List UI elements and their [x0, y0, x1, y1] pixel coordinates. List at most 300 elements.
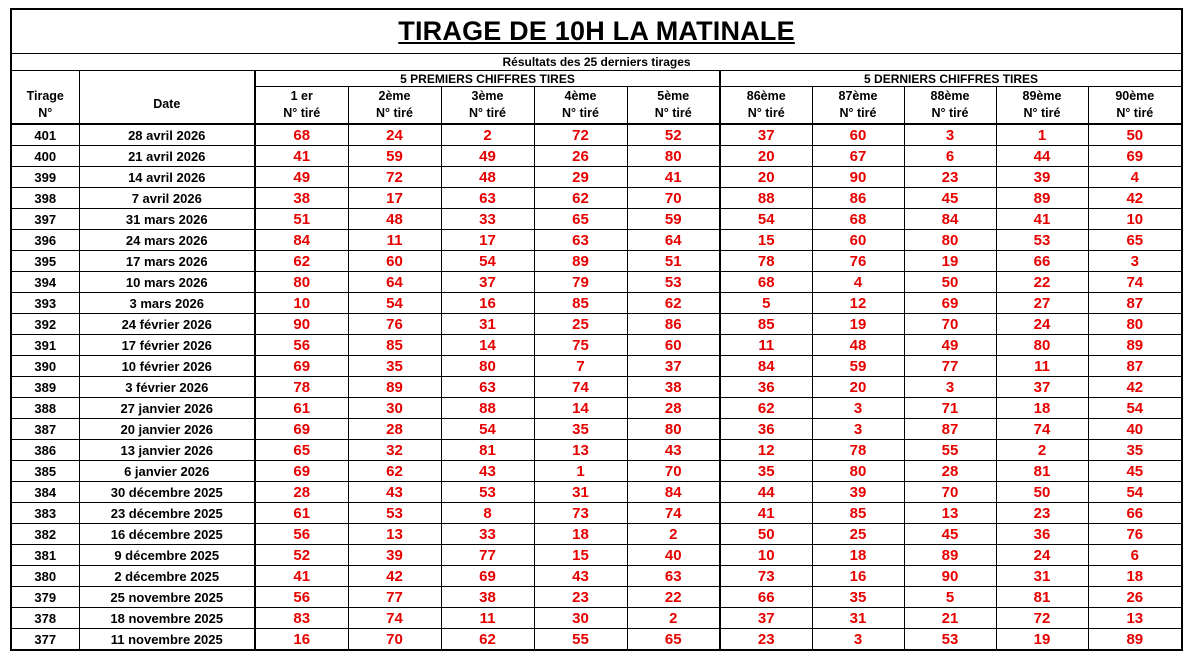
drawn-number: 41: [627, 167, 720, 188]
table-row: [11, 356, 1182, 377]
drawn-number: 3: [1088, 251, 1182, 272]
drawn-number: 42: [1088, 377, 1182, 398]
tirage-number: 397: [11, 209, 79, 230]
drawn-number: 89: [348, 377, 441, 398]
drawn-number: 2: [996, 440, 1088, 461]
drawn-number: 80: [627, 146, 720, 167]
header-col-rank: 3ème: [471, 89, 504, 103]
drawn-number: 29: [534, 167, 627, 188]
drawn-number: 30: [534, 608, 627, 629]
header-col-7: [812, 87, 904, 125]
drawn-number: 63: [627, 566, 720, 587]
draw-date: 10 mars 2026: [79, 272, 255, 293]
tirage-number: 388: [11, 398, 79, 419]
drawn-number: 78: [812, 440, 904, 461]
drawn-number: 43: [348, 482, 441, 503]
drawn-number: 63: [441, 188, 534, 209]
header-tirage-line1: Tirage: [26, 88, 64, 103]
drawn-number: 72: [996, 608, 1088, 629]
drawn-number: 37: [720, 608, 812, 629]
drawn-number: 33: [441, 524, 534, 545]
draw-date: 14 avril 2026: [79, 167, 255, 188]
drawn-number: 41: [255, 146, 348, 167]
table-row: [11, 608, 1182, 629]
drawn-number: 24: [348, 124, 441, 146]
drawn-number: 5: [904, 587, 996, 608]
drawn-number: 31: [996, 566, 1088, 587]
drawn-number: 76: [812, 251, 904, 272]
drawn-number: 35: [534, 419, 627, 440]
drawn-number: 84: [255, 230, 348, 251]
drawn-number: 70: [904, 482, 996, 503]
drawn-number: 2: [627, 524, 720, 545]
drawn-number: 88: [441, 398, 534, 419]
header-col-label: N° tiré: [469, 106, 506, 120]
drawn-number: 32: [348, 440, 441, 461]
table-row: [11, 314, 1182, 335]
drawn-number: 79: [534, 272, 627, 293]
drawn-number: 38: [255, 188, 348, 209]
drawn-number: 35: [720, 461, 812, 482]
drawn-number: 80: [904, 230, 996, 251]
tirage-number: 393: [11, 293, 79, 314]
drawn-number: 65: [534, 209, 627, 230]
drawn-number: 66: [720, 587, 812, 608]
table-row: [11, 377, 1182, 398]
drawn-number: 66: [996, 251, 1088, 272]
drawn-number: 73: [720, 566, 812, 587]
drawn-number: 73: [534, 503, 627, 524]
drawn-number: 6: [1088, 545, 1182, 566]
drawn-number: 51: [255, 209, 348, 230]
drawn-number: 89: [1088, 335, 1182, 356]
drawn-number: 86: [627, 314, 720, 335]
tirage-number: 398: [11, 188, 79, 209]
drawn-number: 1: [996, 124, 1088, 146]
drawn-number: 60: [812, 124, 904, 146]
tirage-number: 394: [11, 272, 79, 293]
drawn-number: 10: [255, 293, 348, 314]
drawn-number: 68: [255, 124, 348, 146]
drawn-number: 76: [348, 314, 441, 335]
tirage-number: 382: [11, 524, 79, 545]
drawn-number: 62: [534, 188, 627, 209]
drawn-number: 31: [812, 608, 904, 629]
subtitle: Résultats des 25 derniers tirages: [11, 54, 1182, 71]
drawn-number: 61: [255, 503, 348, 524]
drawn-number: 64: [348, 272, 441, 293]
drawn-number: 59: [812, 356, 904, 377]
drawn-number: 35: [812, 587, 904, 608]
tirage-number: 380: [11, 566, 79, 587]
drawn-number: 25: [812, 524, 904, 545]
table-row: [11, 230, 1182, 251]
drawn-number: 4: [1088, 167, 1182, 188]
draw-date: 25 novembre 2025: [79, 587, 255, 608]
header-date: Date: [79, 87, 255, 125]
drawn-number: 43: [627, 440, 720, 461]
drawn-number: 60: [812, 230, 904, 251]
drawn-number: 54: [441, 419, 534, 440]
header-col-rank: 88ème: [930, 89, 970, 103]
drawn-number: 37: [996, 377, 1088, 398]
drawn-number: 13: [904, 503, 996, 524]
drawn-number: 39: [348, 545, 441, 566]
drawn-number: 33: [441, 209, 534, 230]
drawn-number: 69: [255, 356, 348, 377]
draw-date: 31 mars 2026: [79, 209, 255, 230]
table-row: [11, 587, 1182, 608]
drawn-number: 45: [904, 188, 996, 209]
drawn-number: 56: [255, 335, 348, 356]
drawn-number: 45: [1088, 461, 1182, 482]
drawn-number: 17: [441, 230, 534, 251]
header-col-label: N° tiré: [931, 106, 969, 120]
drawn-number: 87: [1088, 293, 1182, 314]
drawn-number: 80: [627, 419, 720, 440]
drawn-number: 2: [627, 608, 720, 629]
tirage-number: 386: [11, 440, 79, 461]
header-col-rank: 4ème: [564, 89, 597, 103]
drawn-number: 54: [1088, 398, 1182, 419]
draw-date: 23 décembre 2025: [79, 503, 255, 524]
tirage-number: 390: [11, 356, 79, 377]
drawn-number: 31: [534, 482, 627, 503]
column-header-row: [11, 87, 1182, 125]
drawn-number: 65: [255, 440, 348, 461]
drawn-number: 14: [441, 335, 534, 356]
tirage-number: 379: [11, 587, 79, 608]
drawn-number: 13: [534, 440, 627, 461]
drawn-number: 77: [441, 545, 534, 566]
tirage-number: 385: [11, 461, 79, 482]
drawn-number: 80: [441, 356, 534, 377]
table-row: [11, 167, 1182, 188]
table-row: [11, 545, 1182, 566]
drawn-number: 49: [904, 335, 996, 356]
header-col-label: N° tiré: [747, 106, 785, 120]
drawn-number: 67: [812, 146, 904, 167]
drawn-number: 35: [1088, 440, 1182, 461]
table-row: [11, 419, 1182, 440]
drawn-number: 85: [720, 314, 812, 335]
results-body: [11, 124, 1182, 650]
drawn-number: 16: [812, 566, 904, 587]
header-tirage-line2: N°: [38, 105, 53, 120]
header-col-label: N° tiré: [562, 106, 599, 120]
draw-date: 9 décembre 2025: [79, 545, 255, 566]
draw-date: 21 avril 2026: [79, 146, 255, 167]
drawn-number: 7: [534, 356, 627, 377]
drawn-number: 5: [720, 293, 812, 314]
drawn-number: 18: [996, 398, 1088, 419]
drawn-number: 18: [534, 524, 627, 545]
drawn-number: 86: [812, 188, 904, 209]
drawn-number: 8: [441, 503, 534, 524]
drawn-number: 20: [812, 377, 904, 398]
header-col-rank: 1 er: [290, 89, 313, 103]
drawn-number: 49: [441, 146, 534, 167]
drawn-number: 53: [904, 629, 996, 651]
drawn-number: 2: [441, 124, 534, 146]
tirage-number: 377: [11, 629, 79, 651]
drawn-number: 41: [996, 209, 1088, 230]
drawn-number: 59: [627, 209, 720, 230]
header-col-2: [348, 87, 441, 125]
drawn-number: 62: [348, 461, 441, 482]
drawn-number: 50: [904, 272, 996, 293]
drawn-number: 84: [720, 356, 812, 377]
drawn-number: 43: [534, 566, 627, 587]
table-row: [11, 124, 1182, 146]
drawn-number: 64: [627, 230, 720, 251]
drawn-number: 12: [812, 293, 904, 314]
drawn-number: 72: [534, 124, 627, 146]
drawn-number: 74: [627, 503, 720, 524]
drawn-number: 74: [348, 608, 441, 629]
drawn-number: 30: [348, 398, 441, 419]
drawn-number: 22: [996, 272, 1088, 293]
drawn-number: 71: [904, 398, 996, 419]
drawn-number: 44: [996, 146, 1088, 167]
draw-date: 24 mars 2026: [79, 230, 255, 251]
drawn-number: 19: [996, 629, 1088, 651]
results-table: [10, 8, 1183, 651]
drawn-number: 28: [255, 482, 348, 503]
drawn-number: 36: [720, 419, 812, 440]
group-header-last: 5 DERNIERS CHIFFRES TIRES: [720, 71, 1182, 87]
drawn-number: 28: [348, 419, 441, 440]
drawn-number: 25: [534, 314, 627, 335]
drawn-number: 40: [1088, 419, 1182, 440]
drawn-number: 40: [627, 545, 720, 566]
drawn-number: 59: [348, 146, 441, 167]
draw-date: 28 avril 2026: [79, 124, 255, 146]
drawn-number: 70: [627, 188, 720, 209]
drawn-number: 3: [812, 419, 904, 440]
header-col-9: [996, 87, 1088, 125]
header-col-label: N° tiré: [1116, 106, 1154, 120]
header-col-label: N° tiré: [654, 106, 692, 120]
drawn-number: 65: [1088, 230, 1182, 251]
drawn-number: 81: [996, 587, 1088, 608]
header-col-rank: 5ème: [657, 89, 690, 103]
tirage-number: 396: [11, 230, 79, 251]
header-col-label: N° tiré: [839, 106, 877, 120]
drawn-number: 81: [996, 461, 1088, 482]
tirage-number: 389: [11, 377, 79, 398]
draw-date: 16 décembre 2025: [79, 524, 255, 545]
drawn-number: 3: [904, 377, 996, 398]
drawn-number: 37: [627, 356, 720, 377]
drawn-number: 54: [441, 251, 534, 272]
drawn-number: 75: [534, 335, 627, 356]
drawn-number: 89: [996, 188, 1088, 209]
drawn-number: 3: [812, 629, 904, 651]
drawn-number: 21: [904, 608, 996, 629]
drawn-number: 90: [812, 167, 904, 188]
draw-date: 11 novembre 2025: [79, 629, 255, 651]
drawn-number: 44: [720, 482, 812, 503]
drawn-number: 48: [441, 167, 534, 188]
drawn-number: 74: [534, 377, 627, 398]
tirage-number: 395: [11, 251, 79, 272]
drawn-number: 39: [812, 482, 904, 503]
header-col-rank: 86ème: [746, 89, 786, 103]
drawn-number: 56: [255, 524, 348, 545]
drawn-number: 65: [627, 629, 720, 651]
drawn-number: 52: [627, 124, 720, 146]
drawn-number: 14: [534, 398, 627, 419]
drawn-number: 12: [720, 440, 812, 461]
tirage-number: 399: [11, 167, 79, 188]
tirage-number: 381: [11, 545, 79, 566]
drawn-number: 15: [720, 230, 812, 251]
drawn-number: 18: [812, 545, 904, 566]
header-col-rank: 87ème: [838, 89, 878, 103]
drawn-number: 38: [441, 587, 534, 608]
drawn-number: 84: [904, 209, 996, 230]
drawn-number: 90: [904, 566, 996, 587]
drawn-number: 37: [720, 124, 812, 146]
draw-date: 17 mars 2026: [79, 251, 255, 272]
table-row: [11, 482, 1182, 503]
drawn-number: 19: [812, 314, 904, 335]
header-col-5: [627, 87, 720, 125]
header-col-label: N° tiré: [283, 106, 321, 120]
drawn-number: 54: [348, 293, 441, 314]
drawn-number: 69: [255, 419, 348, 440]
header-col-label: N° tiré: [376, 106, 413, 120]
tirage-number: 383: [11, 503, 79, 524]
drawn-number: 89: [534, 251, 627, 272]
drawn-number: 11: [348, 230, 441, 251]
table-row: [11, 503, 1182, 524]
drawn-number: 53: [441, 482, 534, 503]
drawn-number: 17: [348, 188, 441, 209]
drawn-number: 66: [1088, 503, 1182, 524]
group-blank-date: [79, 71, 255, 87]
drawn-number: 77: [904, 356, 996, 377]
tirage-number: 400: [11, 146, 79, 167]
drawn-number: 48: [812, 335, 904, 356]
draw-date: 24 février 2026: [79, 314, 255, 335]
drawn-number: 87: [1088, 356, 1182, 377]
table-row: [11, 566, 1182, 587]
drawn-number: 62: [255, 251, 348, 272]
table-row: [11, 524, 1182, 545]
drawn-number: 78: [720, 251, 812, 272]
drawn-number: 84: [627, 482, 720, 503]
table-row: [11, 209, 1182, 230]
drawn-number: 10: [720, 545, 812, 566]
draw-date: 7 avril 2026: [79, 188, 255, 209]
drawn-number: 62: [441, 629, 534, 651]
drawn-number: 43: [441, 461, 534, 482]
table-row: [11, 188, 1182, 209]
drawn-number: 6: [904, 146, 996, 167]
table-row: [11, 629, 1182, 651]
drawn-number: 69: [255, 461, 348, 482]
drawn-number: 62: [627, 293, 720, 314]
header-col-10: [1088, 87, 1182, 125]
drawn-number: 80: [812, 461, 904, 482]
drawn-number: 54: [720, 209, 812, 230]
table-row: [11, 251, 1182, 272]
drawn-number: 45: [904, 524, 996, 545]
drawn-number: 53: [996, 230, 1088, 251]
drawn-number: 50: [996, 482, 1088, 503]
drawn-number: 63: [534, 230, 627, 251]
results-sheet: [10, 8, 1181, 651]
table-row: [11, 146, 1182, 167]
drawn-number: 27: [996, 293, 1088, 314]
drawn-number: 49: [255, 167, 348, 188]
table-row: [11, 440, 1182, 461]
drawn-number: 26: [1088, 587, 1182, 608]
header-col-rank: 89ème: [1022, 89, 1062, 103]
drawn-number: 18: [1088, 566, 1182, 587]
drawn-number: 24: [996, 314, 1088, 335]
drawn-number: 55: [904, 440, 996, 461]
drawn-number: 16: [441, 293, 534, 314]
draw-date: 3 février 2026: [79, 377, 255, 398]
drawn-number: 62: [720, 398, 812, 419]
drawn-number: 68: [812, 209, 904, 230]
draw-date: 13 janvier 2026: [79, 440, 255, 461]
drawn-number: 63: [441, 377, 534, 398]
drawn-number: 56: [255, 587, 348, 608]
draw-date: 10 février 2026: [79, 356, 255, 377]
drawn-number: 26: [534, 146, 627, 167]
drawn-number: 76: [1088, 524, 1182, 545]
drawn-number: 70: [904, 314, 996, 335]
drawn-number: 70: [627, 461, 720, 482]
drawn-number: 53: [348, 503, 441, 524]
title-cell: [11, 9, 1182, 54]
drawn-number: 80: [1088, 314, 1182, 335]
drawn-number: 72: [348, 167, 441, 188]
drawn-number: 16: [255, 629, 348, 651]
drawn-number: 36: [996, 524, 1088, 545]
draw-date: 6 janvier 2026: [79, 461, 255, 482]
drawn-number: 55: [534, 629, 627, 651]
draw-date: 27 janvier 2026: [79, 398, 255, 419]
drawn-number: 37: [441, 272, 534, 293]
drawn-number: 83: [255, 608, 348, 629]
drawn-number: 85: [348, 335, 441, 356]
drawn-number: 42: [348, 566, 441, 587]
draw-date: 17 février 2026: [79, 335, 255, 356]
drawn-number: 41: [255, 566, 348, 587]
drawn-number: 52: [255, 545, 348, 566]
draw-date: 3 mars 2026: [79, 293, 255, 314]
drawn-number: 41: [720, 503, 812, 524]
tirage-number: 378: [11, 608, 79, 629]
group-blank-tirage: [11, 71, 79, 87]
drawn-number: 90: [255, 314, 348, 335]
drawn-number: 69: [904, 293, 996, 314]
group-header-first: 5 PREMIERS CHIFFRES TIRES: [255, 71, 720, 87]
drawn-number: 10: [1088, 209, 1182, 230]
drawn-number: 3: [812, 398, 904, 419]
header-col-label: N° tiré: [1023, 106, 1061, 120]
drawn-number: 69: [1088, 146, 1182, 167]
drawn-number: 85: [534, 293, 627, 314]
drawn-number: 80: [255, 272, 348, 293]
table-row: [11, 272, 1182, 293]
tirage-number: 391: [11, 335, 79, 356]
